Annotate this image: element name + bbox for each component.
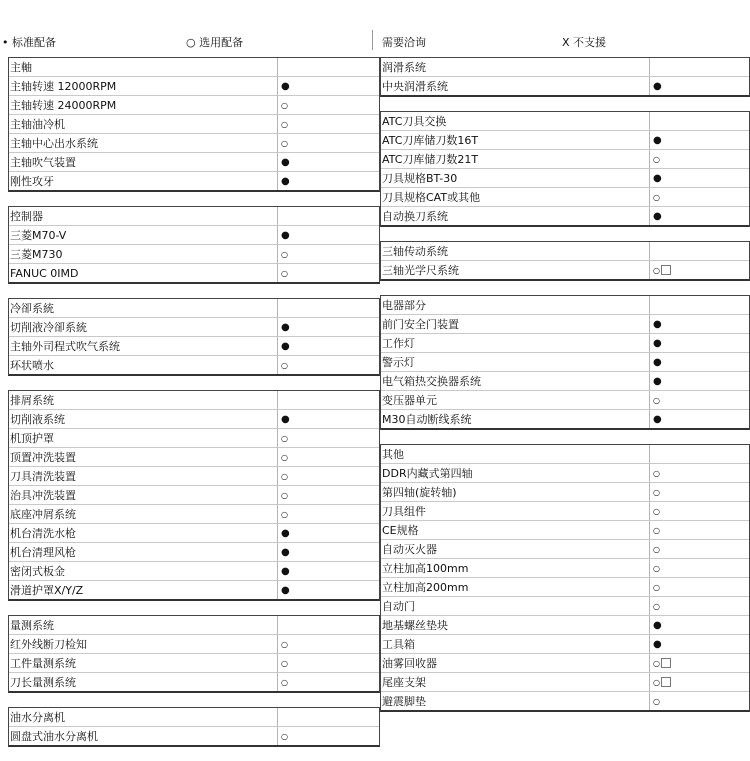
standard-mark-icon: ●	[649, 410, 662, 428]
standard-mark-icon: ●	[277, 410, 290, 428]
spec-label: 电气箱热交换器系统	[382, 375, 481, 388]
section-title: 三轴传动系统	[382, 245, 448, 258]
section-header	[9, 299, 379, 318]
standard-mark-icon: ●	[649, 635, 662, 653]
spec-label: 圆盘式油水分离机	[10, 730, 98, 743]
spec-label: M30自动断线系统	[382, 413, 472, 426]
spec-row	[9, 543, 379, 562]
spec-row	[381, 616, 749, 635]
spec-row	[9, 96, 379, 115]
spec-label: 主轴外司程式吹气系统	[10, 340, 120, 353]
section-header	[9, 391, 379, 410]
spec-row	[9, 226, 379, 245]
spec-label: 尾座支架	[382, 676, 426, 689]
spec-row	[381, 315, 749, 334]
spec-label: DDR内藏式第四轴	[382, 467, 473, 480]
optional-mark-icon: ○	[649, 483, 660, 501]
spec-row	[9, 134, 379, 153]
optional-mark-icon: ○	[277, 429, 288, 447]
spec-section	[380, 241, 750, 281]
section-header	[381, 242, 749, 261]
spec-row	[381, 391, 749, 410]
spec-row	[381, 521, 749, 540]
optional-mark-icon: ○	[277, 134, 288, 152]
optional-mark-icon: ○	[277, 264, 288, 282]
spec-row	[9, 727, 379, 745]
spec-row	[381, 131, 749, 150]
spec-row	[9, 318, 379, 337]
spec-label: 立柱加高200mm	[382, 581, 469, 594]
spec-label: 主轴油冷机	[10, 118, 65, 131]
legend-consult: 需要洽询	[382, 36, 426, 49]
spec-row	[9, 524, 379, 543]
optional-mark-icon: ○	[649, 391, 660, 409]
optional-mark-icon: ○	[649, 521, 660, 539]
spec-label: ATC刀库储刀数16T	[382, 134, 479, 147]
left-column	[8, 57, 380, 761]
optional-mark-icon: ○	[649, 464, 660, 482]
spec-row	[381, 464, 749, 483]
section-header-mark-cell	[649, 296, 653, 314]
optional-mark-icon: ○	[649, 540, 660, 558]
optional-mark-icon: ○	[277, 635, 288, 653]
spec-label: FANUC 0IMD	[10, 266, 79, 280]
spec-label: 机台清理风枪	[10, 546, 76, 559]
spec-row	[9, 635, 379, 654]
spec-row	[9, 337, 379, 356]
standard-mark-icon: ●	[277, 562, 290, 580]
spec-label: 治具冲洗装置	[10, 489, 76, 502]
spec-label: 刀具清洗装置	[10, 470, 76, 483]
section-title: 排屑系统	[10, 394, 54, 407]
spec-label: 环状喷水	[10, 359, 54, 372]
spec-section	[8, 615, 380, 693]
spec-section	[380, 57, 750, 97]
spec-label: 警示灯	[382, 356, 415, 369]
spec-row	[381, 559, 749, 578]
spec-row	[381, 692, 749, 710]
spec-row	[381, 372, 749, 391]
spec-row	[381, 597, 749, 616]
spec-row	[381, 673, 749, 692]
spec-row	[9, 410, 379, 429]
standard-mark-icon: ●	[649, 372, 662, 390]
legend-unsupported: X 不支援	[562, 36, 607, 49]
spec-section	[380, 111, 750, 227]
spec-label: 变压器单元	[382, 394, 437, 407]
spec-row	[9, 429, 379, 448]
section-header	[9, 58, 379, 77]
spec-label: 自动门	[382, 600, 415, 613]
optional-mark-icon: ○	[649, 673, 671, 691]
spec-label: 红外线断刀检知	[10, 638, 87, 651]
optional-mark-icon: ○	[277, 467, 288, 485]
spec-label: 工作灯	[382, 337, 415, 350]
spec-label: 刀长量测系统	[10, 676, 76, 689]
spec-row	[381, 188, 749, 207]
optional-mark-icon: ○	[277, 356, 288, 374]
spec-row	[381, 502, 749, 521]
spec-label: 刀具规格CAT或其他	[382, 191, 481, 204]
spec-row	[9, 115, 379, 134]
section-title: 量测系统	[10, 619, 54, 632]
spec-label: 主轴转速 24000RPM	[10, 99, 117, 112]
optional-mark-icon: ○	[649, 261, 671, 279]
spec-row	[381, 578, 749, 597]
spec-row	[9, 505, 379, 524]
optional-mark-icon: ○	[649, 578, 660, 596]
spec-row	[9, 467, 379, 486]
spec-row	[381, 635, 749, 654]
standard-mark-icon: ●	[277, 172, 290, 190]
spec-row	[9, 486, 379, 505]
section-header	[9, 708, 379, 727]
spec-label: 地基螺丝垫块	[382, 619, 448, 632]
section-title: 控制器	[10, 210, 43, 223]
section-header	[381, 445, 749, 464]
section-title: 油水分离机	[10, 711, 65, 724]
spec-row	[9, 264, 379, 282]
section-title: 电器部分	[382, 299, 426, 312]
section-title: 其他	[382, 448, 404, 461]
legend-bar	[0, 32, 750, 50]
section-header-mark-cell	[277, 207, 281, 225]
spec-section	[380, 444, 750, 712]
standard-mark-icon: ●	[277, 77, 290, 95]
spec-row	[381, 483, 749, 502]
spec-label: 主轴中心出水系统	[10, 137, 98, 150]
optional-mark-icon: ○	[277, 727, 288, 745]
optional-mark-icon: ○	[649, 559, 660, 577]
right-column	[380, 57, 750, 726]
spec-label: 滑道护罩X/Y/Z	[10, 584, 84, 597]
spec-label: 机顶护罩	[10, 432, 54, 445]
section-header-mark-cell	[649, 58, 653, 76]
checkbox-icon	[661, 265, 671, 275]
spec-label: 自动换刀系统	[382, 210, 448, 223]
spec-label: 工具箱	[382, 638, 415, 651]
optional-mark-icon: ○	[277, 448, 288, 466]
standard-mark-icon: ●	[649, 169, 662, 187]
optional-mark-icon: ○	[649, 502, 660, 520]
spec-row	[381, 150, 749, 169]
standard-mark-icon: ●	[277, 524, 290, 542]
standard-mark-icon: ●	[277, 226, 290, 244]
spec-row	[381, 654, 749, 673]
spec-row	[381, 410, 749, 428]
spec-section	[380, 295, 750, 430]
section-header-mark-cell	[649, 112, 653, 130]
standard-mark-icon: ●	[277, 318, 290, 336]
spec-label: 机台清洗水枪	[10, 527, 76, 540]
spec-label: 工件量测系统	[10, 657, 76, 670]
section-header	[381, 296, 749, 315]
section-title: 润滑系统	[382, 61, 426, 74]
spec-row	[9, 153, 379, 172]
standard-mark-icon: ●	[649, 616, 662, 634]
spec-label: 刀具组件	[382, 505, 426, 518]
standard-mark-icon: ●	[277, 581, 290, 599]
section-header-mark-cell	[277, 299, 281, 317]
spec-label: 油雾回收器	[382, 657, 437, 670]
spec-row	[9, 245, 379, 264]
optional-mark-icon: ○	[277, 115, 288, 133]
standard-mark-icon: ●	[649, 315, 662, 333]
spec-label: CE规格	[382, 524, 419, 537]
standard-mark-icon: ●	[649, 334, 662, 352]
spec-section	[8, 707, 380, 747]
section-header-mark-cell	[277, 391, 281, 409]
optional-mark-icon: ○	[649, 188, 660, 206]
spec-row	[381, 334, 749, 353]
spec-label: ATC刀库储刀数21T	[382, 153, 479, 166]
section-title: 冷卻系統	[10, 302, 54, 315]
spec-section	[8, 206, 380, 284]
spec-label: 主轴转速 12000RPM	[10, 80, 117, 93]
spec-row	[381, 353, 749, 372]
spec-label: 前门安全门装置	[382, 318, 459, 331]
section-header	[9, 616, 379, 635]
section-header	[381, 112, 749, 131]
spec-row	[381, 540, 749, 559]
spec-label: 切削液系统	[10, 413, 65, 426]
standard-mark-icon: ●	[277, 543, 290, 561]
spec-section	[8, 57, 380, 192]
optional-mark-icon: ○	[649, 150, 660, 168]
checkbox-icon	[661, 677, 671, 687]
spec-label: 三轴光学尺系统	[382, 264, 459, 277]
optional-mark-icon: ○	[277, 96, 288, 114]
spec-label: 第四轴(旋转轴)	[382, 486, 457, 499]
section-header	[9, 207, 379, 226]
optional-mark-icon: ○	[277, 673, 288, 691]
spec-row	[381, 261, 749, 279]
spec-label: 中央润滑系统	[382, 80, 448, 93]
spec-row	[381, 169, 749, 188]
spec-label: 自动灭火器	[382, 543, 437, 556]
spec-row	[381, 77, 749, 95]
legend-divider	[372, 30, 373, 50]
standard-mark-icon: ●	[649, 131, 662, 149]
spec-row	[9, 562, 379, 581]
optional-mark-icon: ○	[277, 245, 288, 263]
spec-section	[8, 298, 380, 376]
spec-label: 三菱M70-V	[10, 229, 67, 242]
spec-row	[9, 673, 379, 691]
spec-label: 刀具规格BT-30	[382, 172, 458, 185]
section-header-mark-cell	[277, 58, 281, 76]
standard-mark-icon: ●	[649, 353, 662, 371]
spec-row	[9, 654, 379, 673]
spec-row	[9, 172, 379, 190]
spec-label: 顶置冲洗装置	[10, 451, 76, 464]
legend-optional: ○ 选用配备	[186, 36, 244, 49]
standard-mark-icon: ●	[277, 153, 290, 171]
spec-label: 三菱M730	[10, 248, 63, 261]
section-header-mark-cell	[277, 616, 281, 634]
section-header	[381, 58, 749, 77]
spec-label: 密闭式板金	[10, 565, 65, 578]
optional-mark-icon: ○	[649, 654, 671, 672]
standard-mark-icon: ●	[649, 207, 662, 225]
spec-label: 切削液冷卻系統	[10, 321, 87, 334]
standard-mark-icon: ●	[649, 77, 662, 95]
spec-section	[8, 390, 380, 601]
section-title: ATC刀具交换	[382, 115, 447, 128]
section-header-mark-cell	[649, 242, 653, 260]
spec-row	[9, 581, 379, 599]
standard-mark-icon: ●	[277, 337, 290, 355]
spec-label: 刚性攻牙	[10, 175, 54, 188]
spec-label: 底座冲屑系统	[10, 508, 76, 521]
section-header-mark-cell	[649, 445, 653, 463]
section-header-mark-cell	[277, 708, 281, 726]
spec-label: 避震脚垫	[382, 695, 426, 708]
optional-mark-icon: ○	[649, 692, 660, 710]
spec-row	[9, 448, 379, 467]
spec-label: 主轴吹气装置	[10, 156, 76, 169]
optional-mark-icon: ○	[277, 654, 288, 672]
section-title: 主軸	[10, 61, 32, 74]
legend-standard: • 标准配备	[2, 36, 56, 49]
optional-mark-icon: ○	[277, 505, 288, 523]
spec-row	[381, 207, 749, 225]
checkbox-icon	[661, 658, 671, 668]
optional-mark-icon: ○	[277, 486, 288, 504]
spec-label: 立柱加高100mm	[382, 562, 469, 575]
spec-row	[9, 77, 379, 96]
spec-row	[9, 356, 379, 374]
optional-mark-icon: ○	[649, 597, 660, 615]
